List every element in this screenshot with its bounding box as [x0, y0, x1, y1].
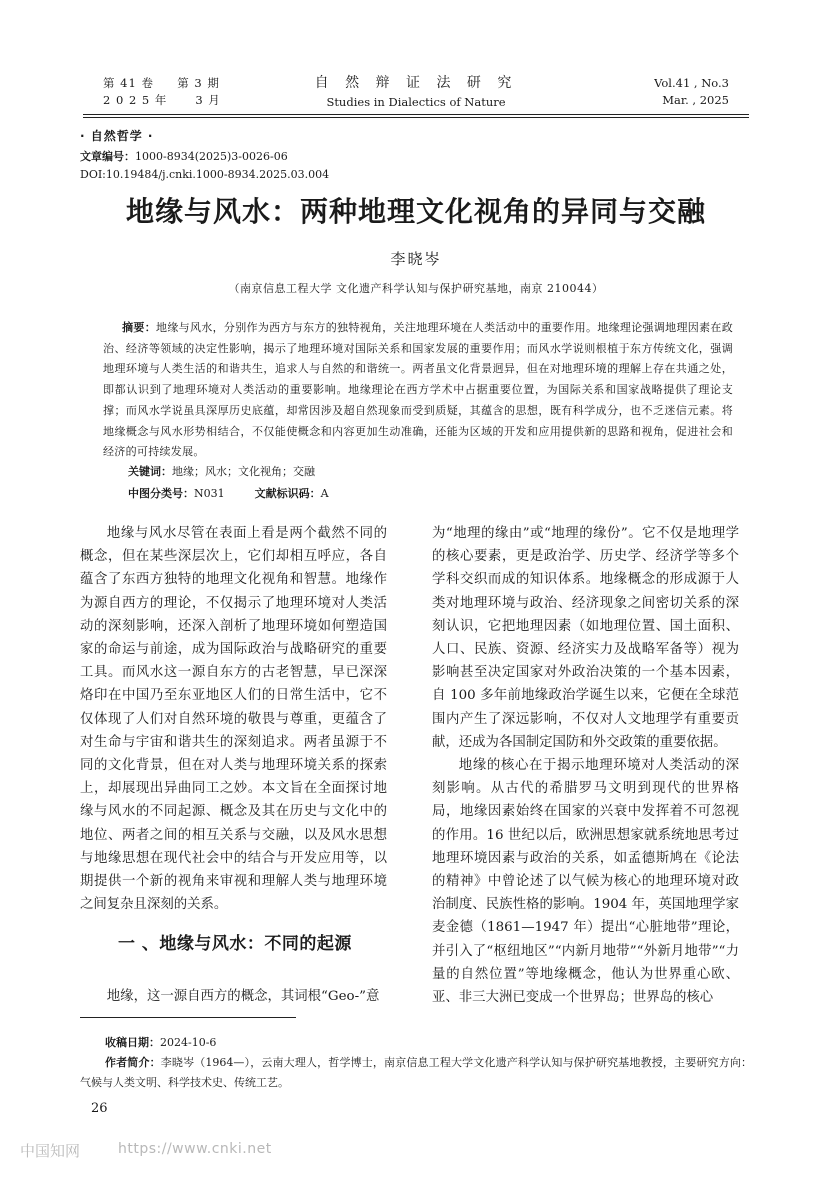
- body-column-left-bottom: [80, 985, 387, 1008]
- keywords-label: 关键词：: [128, 465, 172, 478]
- date-en: Mar. , 2025: [662, 93, 729, 107]
- journal-name-cn: 自 然 辩 证 法 研 究: [314, 75, 518, 91]
- received-value: 2024-10-6: [160, 1036, 217, 1049]
- year-label: 2 0 2 5 年: [103, 93, 168, 107]
- article-number: [80, 148, 288, 164]
- article-title: 地缘与风水：两种地理文化视角的异同与交融: [125, 195, 706, 228]
- doc-code-value: A: [320, 487, 329, 500]
- received-date: [105, 1034, 216, 1050]
- article-number-label: 文章编号：: [80, 150, 135, 163]
- journal-name: [300, 73, 532, 111]
- footnote-rule: [80, 1017, 296, 1018]
- column-tag: · 自然哲学 ·: [80, 129, 154, 143]
- journal-issue-info-en: [654, 75, 729, 109]
- author-affiliation: （南京信息工程大学 文化遗产科学认知与保护研究基地，南京 210044）: [228, 282, 604, 295]
- keywords: [128, 463, 315, 479]
- keywords-value: 地缘；风水；文化视角；交融: [172, 465, 315, 478]
- body-column-right: [432, 522, 739, 1009]
- clc-value: N031: [194, 487, 225, 500]
- paragraph: 地缘的核心在于揭示地理环境对人类活动的深刻影响。从古代的希腊罗马文明到现代的世界格局，地缘因素始终在国家的兴衰中发挥着不可忽视的作用。16 世纪以后，欧洲思想家就系统地思考过地理环境因素与政治的关系，如孟德斯鸠在《论法的精神》中曾论述了以气候为核心的地理环境对政治制度、民族性格的影响。1904 年，英国地理学家麦金德（1861—1947 年）提出“心脏地带”理论，并引入了“枢纽地区”“内新月地带”“外新月地带”“力量的自然位置”等地缘概念，他认为世界重心欧、亚、非三大洲已变成一个世界岛；世界岛的核心: [432, 758, 739, 1006]
- author-bio-label: 作者简介：: [105, 1056, 161, 1069]
- body-column-left: [80, 522, 387, 916]
- cnki-url[interactable]: https://www.cnki.net: [118, 1141, 272, 1157]
- author-name: 李晓岑: [390, 250, 442, 268]
- author-bio-text: 李晓岑（1964—），云南大理人，哲学博士，南京信息工程大学文化遗产科学认知与保护研究基地教授，主要研究方向：气候与人类文明、科学技术史、传统工艺。: [80, 1056, 752, 1089]
- cnki-logo: 中国知网: [20, 1142, 81, 1160]
- doi: DOI:10.19484/j.cnki.1000-8934.2025.03.004: [80, 168, 330, 181]
- journal-issue-info: [103, 75, 221, 109]
- header-rule-thin: [83, 117, 749, 118]
- abstract-label: 摘要：: [122, 321, 157, 334]
- abstract-text: 地缘与风水，分别作为西方与东方的独特视角，关注地理环境在人类活动中的重要作用。地缘理论强调地理因素在政治、经济等领域的决定性影响，揭示了地理环境对国际关系和国家发展的重要作用；而风水学说则根植于东方传统文化，强调地理环境与人类生活的和谐共生，追求人与自然的和谐统一。两者虽文化背景迥异，但在对地理环境的理解上存在共通之处，即都认识到了地理环境对人类活动的重要影响。地缘理论在西方学术中占据重要位置，为国际关系和国家战略提供了理论支撑；而风水学说虽具深厚历史底蕴，却常因涉及超自然现象而受到质疑，其蕴含的思想，既有科学成分，也不乏迷信元素。将地缘概念与风水形势相结合，不仅能使概念和内容更加生动准确，还能为区域的开发和应用提供新的思路和视角，促进社会和经济的可持续发展。: [103, 321, 734, 459]
- author-bio: [80, 1053, 752, 1093]
- header-rule-thick: [83, 114, 749, 115]
- journal-name-en: Studies in Dialectics of Nature: [326, 95, 506, 109]
- volume-issue-en: Vol.41 , No.3: [654, 76, 729, 90]
- doc-code-label: 文献标识码：: [254, 487, 321, 500]
- intro-paragraph: 地缘与风水尽管在表面上看是两个截然不同的概念，但在某些深层次上，它们却相互呼应，各自蕴含了东西方独特的地理文化视角和智慧。地缘作为源自西方的理论，不仅揭示了地理环境对人类活动的深刻影响，还深入剖析了地理环境如何塑造国家的命运与前途，成为国际政治与战略研究的重要工具。而风水这一源自东方的古老智慧，早已深深烙印在中国乃至东亚地区人们的日常生活中，它不仅体现了人们对自然环境的敬畏与尊重，更蕴含了对生命与宇宙和谐共生的深刻追求。两者虽源于不同的文化背景，但在对人类与地理环境关系的探索上，却展现出异曲同工之妙。本文旨在全面探讨地缘与风水的不同起源、概念及其在历史与文化中的地位、两者之间的相互关系与交融，以及风水思想与地缘思想在现代社会中的结合与开发应用等，以期提供一个新的视角来审视和理解人类与地理环境之间复杂且深刻的关系。: [80, 526, 387, 913]
- section-heading: 一 、地缘与风水：不同的起源: [118, 934, 352, 954]
- abstract: [103, 318, 733, 463]
- section-paragraph-start: 地缘，这一源自西方的概念，其词根“Geo-”意: [106, 989, 380, 1004]
- article-number-value: 1000-8934(2025)3-0026-06: [135, 150, 288, 163]
- month-label: 3 月: [195, 93, 221, 107]
- received-label: 收稿日期：: [105, 1036, 160, 1049]
- classification-row: [128, 485, 329, 501]
- clc-label: 中图分类号：: [128, 487, 194, 500]
- volume-label: 第 41 卷: [103, 76, 154, 90]
- page-number: 26: [91, 1101, 108, 1116]
- issue-label: 第 3 期: [177, 76, 220, 90]
- paragraph-continued: 为“地理的缘由”或“地理的缘份”。它不仅是地理学的核心要素，更是政治学、历史学、经济学等多个学科交织而成的知识体系。地缘概念的形成源于人类对地理环境与政治、经济现象之间密切关系的深刻认识，它把地理因素（如地理位置、国土面积、人口、民族、资源、经济实力及战略军备等）视为影响甚至决定国家对外政治决策的一个基本因素，自 100 多年前地缘政治学诞生以来，它便在全球范围内产生了深远影响，不仅对人文地理学有重要贡献，还成为各国制定国防和外交政策的重要依据。: [432, 526, 739, 750]
